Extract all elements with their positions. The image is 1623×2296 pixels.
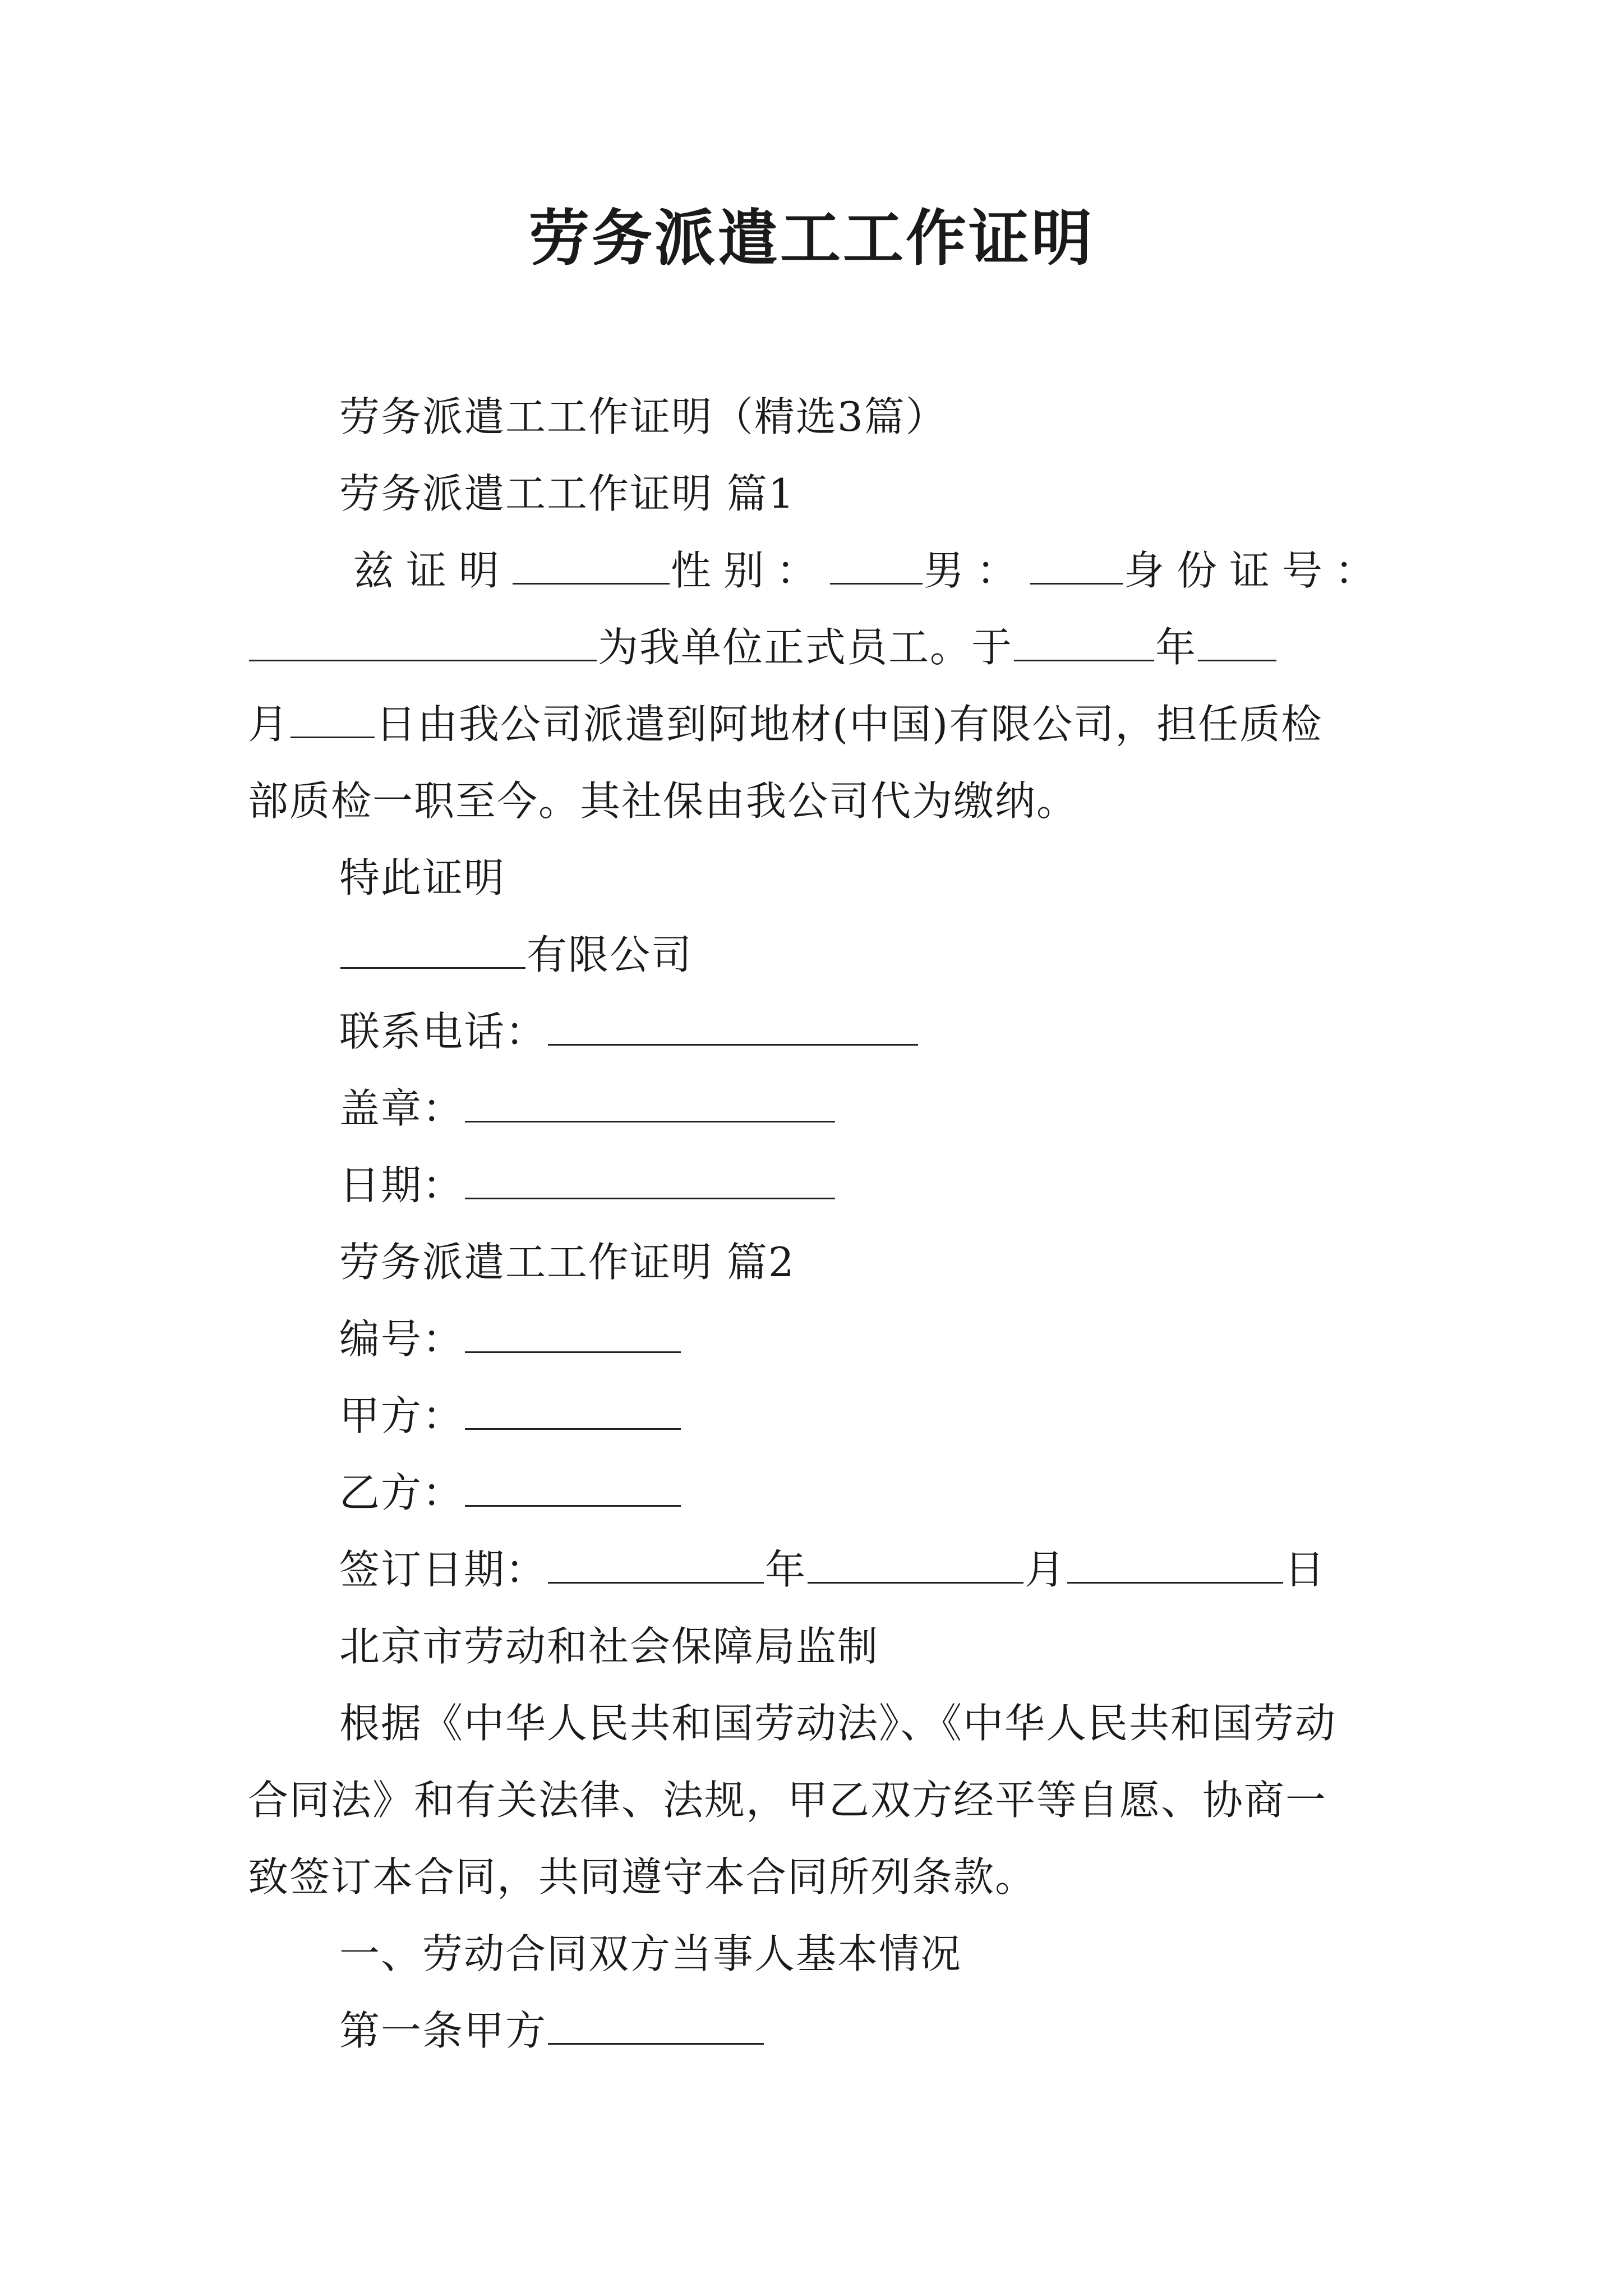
document-title: 劳务派遣工工作证明 [528,203,1094,274]
sign-year-blank [548,1547,764,1584]
sign-date-label: 签订日期： [339,1546,547,1593]
article-1-label: 第一条甲方 [339,2007,547,2054]
party-b-label: 乙方： [339,1469,464,1516]
cert-line-2 [248,619,1386,675]
supervisor-line: 北京市劳动和社会保障局监制 [339,1623,879,1670]
party-b-blank [465,1470,681,1507]
gender-blank [830,548,923,585]
text-segment: 性别： [671,547,829,594]
sign-month-blank [808,1547,1023,1584]
cert-line-3 [248,696,1386,752]
phone-blank [548,1009,918,1046]
date-label: 日期： [339,1162,464,1209]
year-blank [1014,625,1154,661]
cert-closing: 特此证明 [339,854,506,901]
day-blank [291,702,375,738]
number-blank [465,1317,681,1353]
text-segment: 月 [1025,1546,1067,1593]
article-1-line [339,2003,765,2059]
number-line [339,1311,682,1367]
date-line [339,1157,836,1213]
cert-line-4: 部质检一职至今。其社保由我公司代为缴纳。 [248,777,1078,825]
text-segment: 日由我公司派遣到阿地材(中国)有限公司，担任质检 [376,701,1323,748]
contract-para-3: 致签订本合同，共同遵守本合同所列条款。 [248,1853,1037,1901]
party-a-label: 甲方： [339,1392,464,1439]
date-blank [465,1163,835,1199]
company-name-blank [340,932,525,969]
text-segment: 身份证号： [1124,547,1388,594]
text-segment: 年 [765,1546,807,1593]
sign-day-blank [1067,1547,1283,1584]
text-segment: 为我单位正式员工。于 [598,624,1013,671]
party-a-line [339,1388,682,1444]
text-segment: 月 [248,701,290,748]
month-blank [1198,625,1276,661]
contract-para-1: 根据《中华人民共和国劳动法》、《中华人民共和国劳动 [339,1700,1337,1747]
section-heading-2: 劳务派遣工工作证明 篇2 [339,1239,795,1286]
text-segment: 有限公司 [527,931,693,978]
phone-label: 联系电话： [339,1008,547,1055]
article-1-blank [548,2008,764,2045]
sign-date-line [339,1542,1326,1598]
chapter-heading: 一、劳动合同双方当事人基本情况 [339,1930,962,1977]
text-segment: 兹证明 [353,547,512,594]
stamp-label: 盖章： [339,1085,464,1132]
text-segment: 日 [1284,1546,1326,1593]
text-segment: 男： [924,547,1030,594]
party-a-blank [465,1393,681,1430]
party-b-line [339,1465,682,1521]
male-blank [1030,548,1123,585]
number-label: 编号： [339,1315,464,1363]
name-blank [513,548,670,585]
text-segment: 年 [1155,624,1197,671]
contract-para-2: 合同法》和有关法律、法规，甲乙双方经平等自愿、协商一 [248,1777,1327,1824]
section-heading-1: 劳务派遣工工作证明 篇1 [339,470,795,517]
phone-line [339,1004,919,1060]
id-number-blank [249,625,597,661]
stamp-blank [465,1086,835,1122]
subtitle-line: 劳务派遣工工作证明（精选3篇） [339,393,947,440]
company-line [339,927,693,983]
stamp-line [339,1080,836,1137]
cert-line-1 [353,542,1387,599]
